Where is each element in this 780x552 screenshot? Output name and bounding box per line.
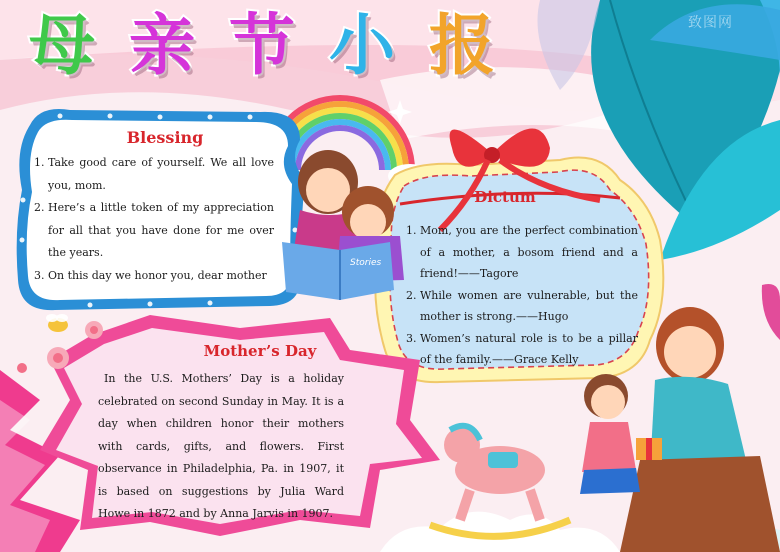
blessing-list <box>30 152 274 287</box>
title-char: 报 <box>429 7 495 84</box>
dictum-item: 2. While women are vulnerable, but the mother is strong.——Hugo <box>420 285 638 328</box>
dictum-heading: Dictum <box>474 188 536 206</box>
title-char: 母 <box>29 7 95 84</box>
book-label: Stories <box>350 258 382 268</box>
blessing-item: 3. On this day we honor you, dear mother <box>48 265 274 288</box>
blessing-item: 2. Here’s a little token of my appreciation for all that you have done for me over the years. <box>48 197 274 265</box>
title-char: 节 <box>229 7 295 84</box>
dictum-item: 1. Mom, you are the perfect combination of a mother, a bosom friend and a friend!——Tagore <box>420 220 638 285</box>
title-char: 小 <box>329 7 395 84</box>
watermark: 致图网 <box>688 15 733 31</box>
mothers-day-body: In the U.S. Mothers’ Day is a holiday celebrated on second Sunday in May. It is a day when children honor their mothers with cards, gifts, and flowers. First observance in Philadelphia, Pa. in 1907, it is based on suggestions by Julia Ward Howe in 1872 and by Anna Jarvis in 1907. <box>98 372 344 520</box>
dictum-list-wrap <box>402 220 638 371</box>
blessing-item: 1. Take good care of yourself. We all love you, mom. <box>48 152 274 197</box>
title-char: 亲 <box>129 7 195 84</box>
dictum-list <box>402 220 638 371</box>
mothers-day-heading: Mother’s Day <box>203 342 317 360</box>
blessing-list-wrap <box>30 152 274 287</box>
page-title <box>14 4 510 88</box>
dictum-item: 3. Women’s natural role is to be a pillar of the family.——Grace Kelly <box>420 328 638 371</box>
blessing-heading: Blessing <box>126 128 204 147</box>
